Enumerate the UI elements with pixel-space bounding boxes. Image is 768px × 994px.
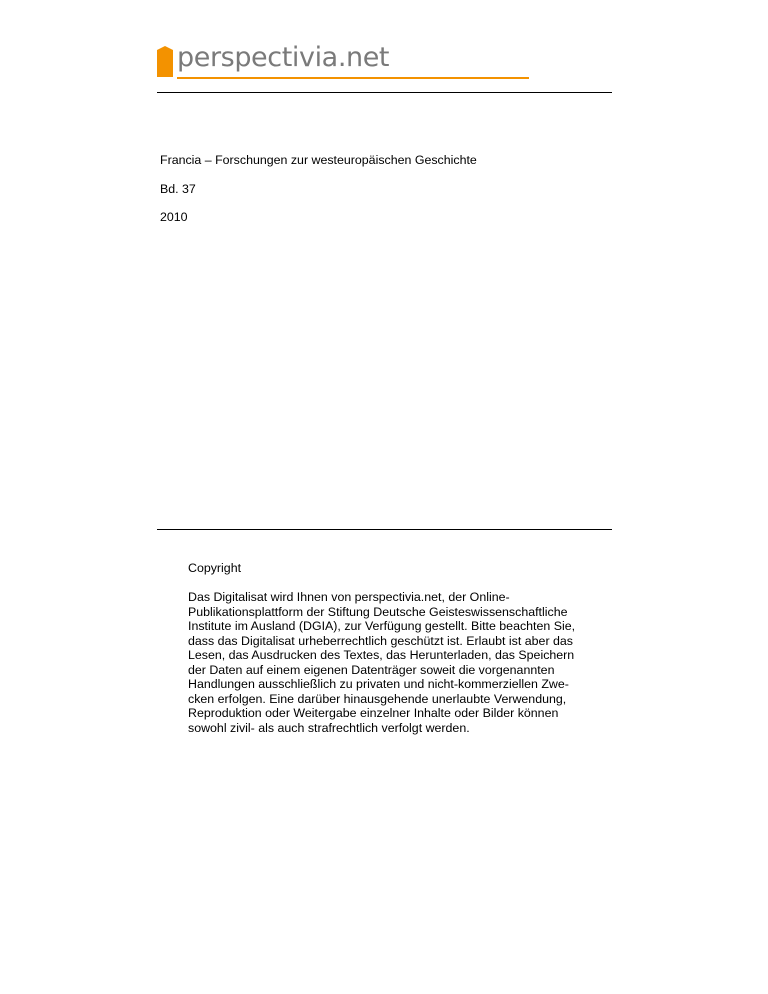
- copyright-heading: Copyright: [188, 561, 242, 575]
- logo-underline: [177, 77, 529, 79]
- publication-year: 2010: [160, 210, 188, 224]
- top-divider: [157, 92, 612, 93]
- copyright-line: Lesen, das Ausdrucken des Textes, das Herunterladen, das Speichern: [188, 648, 575, 662]
- copyright-line: dass das Digitalisat urheberrechtlich geschützt ist. Erlaubt ist aber das: [188, 633, 573, 648]
- copyright-line: cken erfolgen. Eine darüber hinausgehende unerlaubte Verwendung,: [188, 691, 567, 706]
- copyright-line: Das Digitalisat wird Ihnen von perspectivia.net, der Online-: [188, 590, 510, 604]
- perspectivia-logo: [157, 42, 390, 80]
- logo-mark-icon: [157, 46, 173, 77]
- copyright-line: Institute im Ausland (DGIA), zur Verfügung gestellt. Bitte beachten Sie,: [188, 619, 576, 633]
- series-title: Francia – Forschungen zur westeuropäischen Geschichte: [160, 153, 477, 167]
- copyright-line: Reproduktion oder Weitergabe einzelner Inhalte oder Bilder können: [188, 706, 559, 720]
- copyright-line: sowohl zivil- als auch strafrechtlich verfolgt werden.: [188, 720, 470, 735]
- logo-text: perspectivia.net: [177, 42, 390, 73]
- copyright-line: Publikationsplattform der Stiftung Deutsche Geisteswissenschaftliche: [188, 604, 568, 619]
- middle-divider: [157, 529, 612, 530]
- copyright-text: [188, 590, 618, 735]
- copyright-line: der Daten auf einem eigenen Datenträger soweit die vorgenannten: [188, 662, 555, 677]
- copyright-line: Handlungen ausschließlich zu privaten und nicht-kommerziellen Zwe-: [188, 677, 569, 691]
- volume-number: Bd. 37: [160, 182, 196, 196]
